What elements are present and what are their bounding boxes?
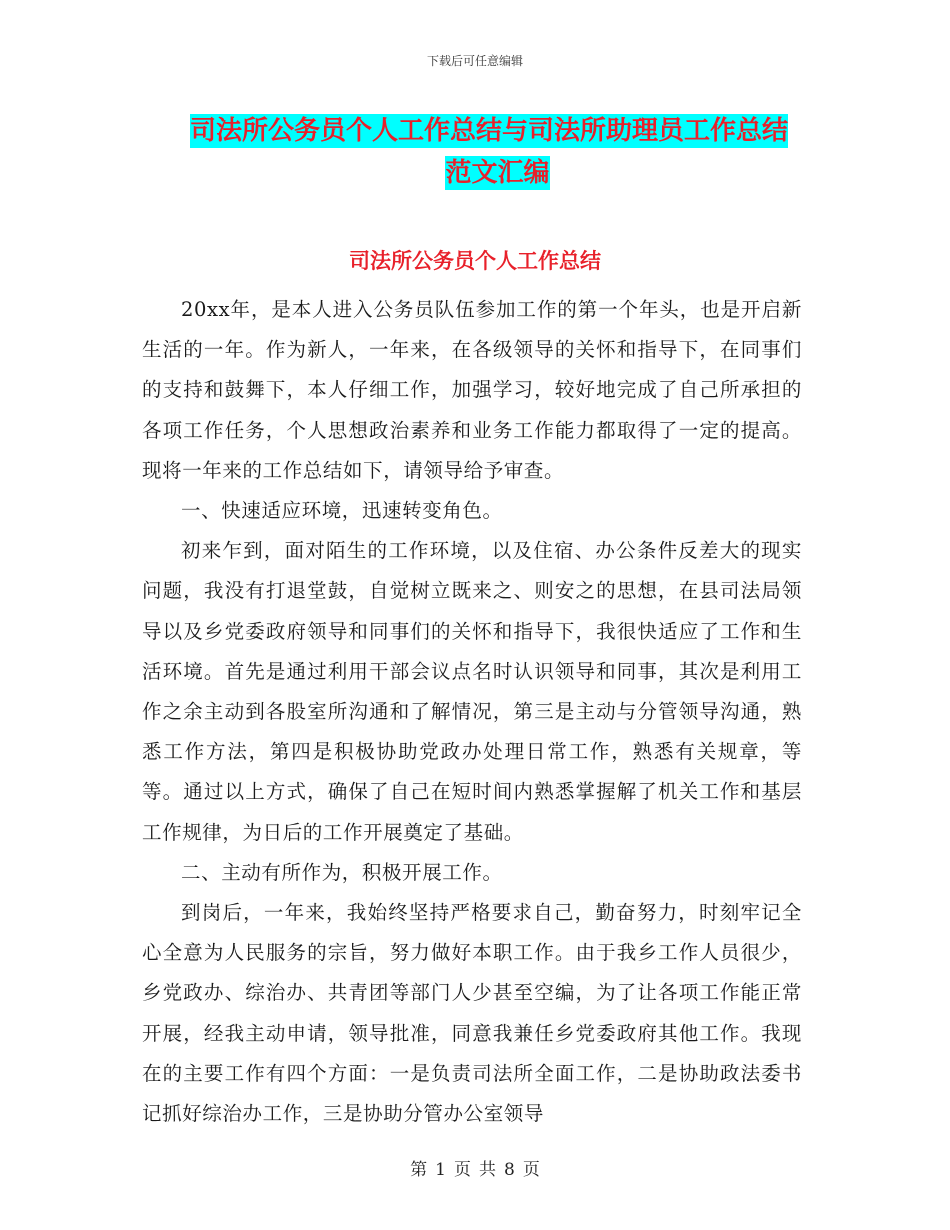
title-line-1-text: 司法所公务员个人工作总结与司法所助理员工作总结	[190, 116, 789, 146]
title-line-2	[190, 152, 805, 194]
footer-page-number: 1	[435, 1160, 446, 1180]
paragraph-intro: 20xx年，是本人进入公务员队伍参加工作的第一个年头，也是开启新生活的一年。作为新人，一年来，在各级领导的关怀和指导下，在同事们的支持和鼓舞下，本人仔细工作，加强学习，较好地完成了自己所承担的各项工作任务，个人思想政治素养和业务工作能力都取得了一定的提高。现将一年来的工作总结如下，请领导给予审查。	[142, 298, 802, 482]
title-line-1	[190, 110, 805, 152]
paragraph-adapt: 初来乍到，面对陌生的工作环境，以及住宿、办公条件反差大的现实问题，我没有打退堂鼓，自觉树立既来之、则安之的思想，在县司法局领导以及乡党委政府领导和同事们的关怀和指导下，我很快适应了工作和生活环境。首先是通过利用干部会议点名时认识领导和同事，其次是利用工作之余主动到各股室所沟通和了解情况，第三是主动与分管领导沟通，熟悉工作方法，第四是积极协助党政办处理日常工作，熟悉有关规章，等等。通过以上方式，确保了自己在短时间内熟悉掌握解了机关工作和基层工作规律，为日后的工作开展奠定了基础。	[142, 539, 802, 844]
footer-total-word: 共	[479, 1160, 496, 1180]
paragraph-work: 到岗后，一年来，我始终坚持严格要求自己，勤奋努力，时刻牢记全心全意为人民服务的宗旨，努力做好本职工作。由于我乡工作人员很少，乡党政办、综治办、共青团等部门人少甚至空编，为了让各项工作能正常开展，经我主动申请，领导批准，同意我兼任乡党委政府其他工作。我现在的主要工作有四个方面：一是负责司法所全面工作，二是协助政法委书记抓好综治办工作，三是协助分管办公室领导	[142, 901, 802, 1126]
footer-page-word: 页	[454, 1160, 471, 1180]
page-footer	[0, 1155, 950, 1180]
title-line-2-text: 范文汇编	[445, 158, 550, 188]
body-text	[142, 290, 802, 1134]
header-note: 下载后可任意编辑	[426, 54, 523, 68]
document-title	[190, 110, 805, 194]
paragraph-heading-2: 二、主动有所作为，积极开展工作。	[181, 860, 503, 884]
footer-total-pages: 8	[504, 1160, 515, 1180]
section-title: 司法所公务员个人工作总结	[349, 249, 601, 273]
footer-prefix: 第	[410, 1160, 428, 1180]
footer-suffix: 页	[522, 1160, 540, 1180]
paragraph-heading-1: 一、快速适应环境，迅速转变角色。	[181, 499, 503, 523]
